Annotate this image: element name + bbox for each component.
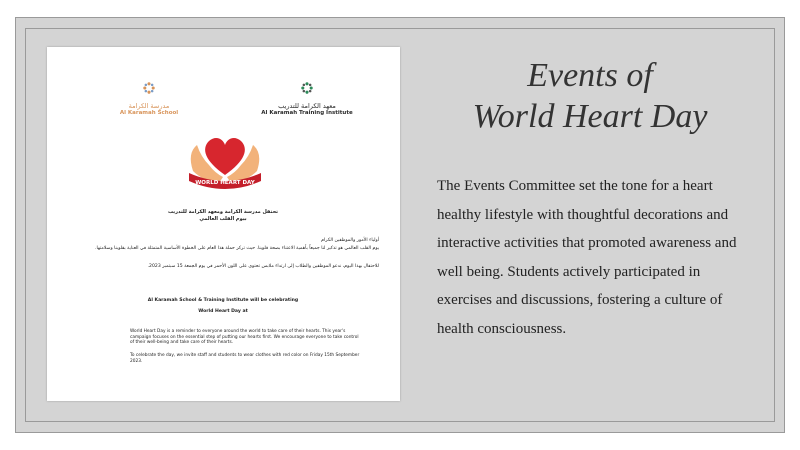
institute-logo-english: Al Karamah Training Institute — [261, 110, 353, 116]
institute-logo — [257, 81, 357, 117]
slide-description — [437, 172, 757, 343]
world-heart-day-logo — [175, 131, 275, 193]
announcement-document — [47, 47, 400, 401]
slide-title-line-1: Events of — [527, 57, 653, 94]
slide-description-text: The Events Committee set the tone for a heart healthy lifestyle with thoughtful decorations and interactive activities that promoted awareness and well being. Students actively participated in exercises and discussions, fostering a culture of health consciousness. — [437, 178, 737, 337]
school-emblem-icon — [142, 81, 156, 95]
arabic-paragraph-1: يوم القلب العالمي هو تذكير لنا جميعاً بأهمية الاعتناء بصحة قلوبنا. حيث تركز حملة هذا العام على الخطوة الأساسية المتمثلة في العناية بقلوبنا وسلامتها. — [95, 246, 379, 251]
english-paragraph-1: World Heart Day is a reminder to everyone around the world to take care of their hearts. This year's campaign focuses on the essential step of putting our hearts first. We encourage everyone to take control of their well-being and take care of their hearts. — [130, 329, 359, 346]
slide-title-line-2: World Heart Day — [472, 98, 708, 135]
heart-banner-text: WORLD HEART DAY — [195, 180, 255, 186]
school-logo-arabic: مدرسة الكرامة — [128, 102, 170, 110]
institute-logo-arabic: معهد الكرامة للتدريب — [278, 102, 336, 110]
school-logo — [109, 81, 189, 117]
english-paragraph-2: To celebrate the day, we invite staff and students to wear clothes with red color on Friday 15th September 2023. — [130, 353, 360, 364]
arabic-paragraph-2: للاحتفال بهذا اليوم، ندعو الموظفين والطلاب إلى ارتداء ملابس تحتوي على اللون الأحمر في يوم الجمعة 15 سبتمبر 2023. — [147, 264, 379, 269]
school-logo-english: Al Karamah School — [119, 110, 179, 116]
slide-title — [435, 55, 745, 137]
arabic-title-line-2: بيوم القلب العالمي — [199, 216, 247, 222]
arabic-title-line-1: تحتفل مدرسة الكرامة ومعهد الكرامة للتدريب — [167, 209, 279, 215]
english-heading-2: World Heart Day at — [198, 309, 248, 314]
arabic-greeting: أولياء الأمور والموظفين الكرام — [321, 238, 379, 243]
english-heading-1: Al Karamah School & Training Institute will be celebrating — [147, 298, 299, 303]
institute-emblem-icon — [300, 81, 314, 95]
